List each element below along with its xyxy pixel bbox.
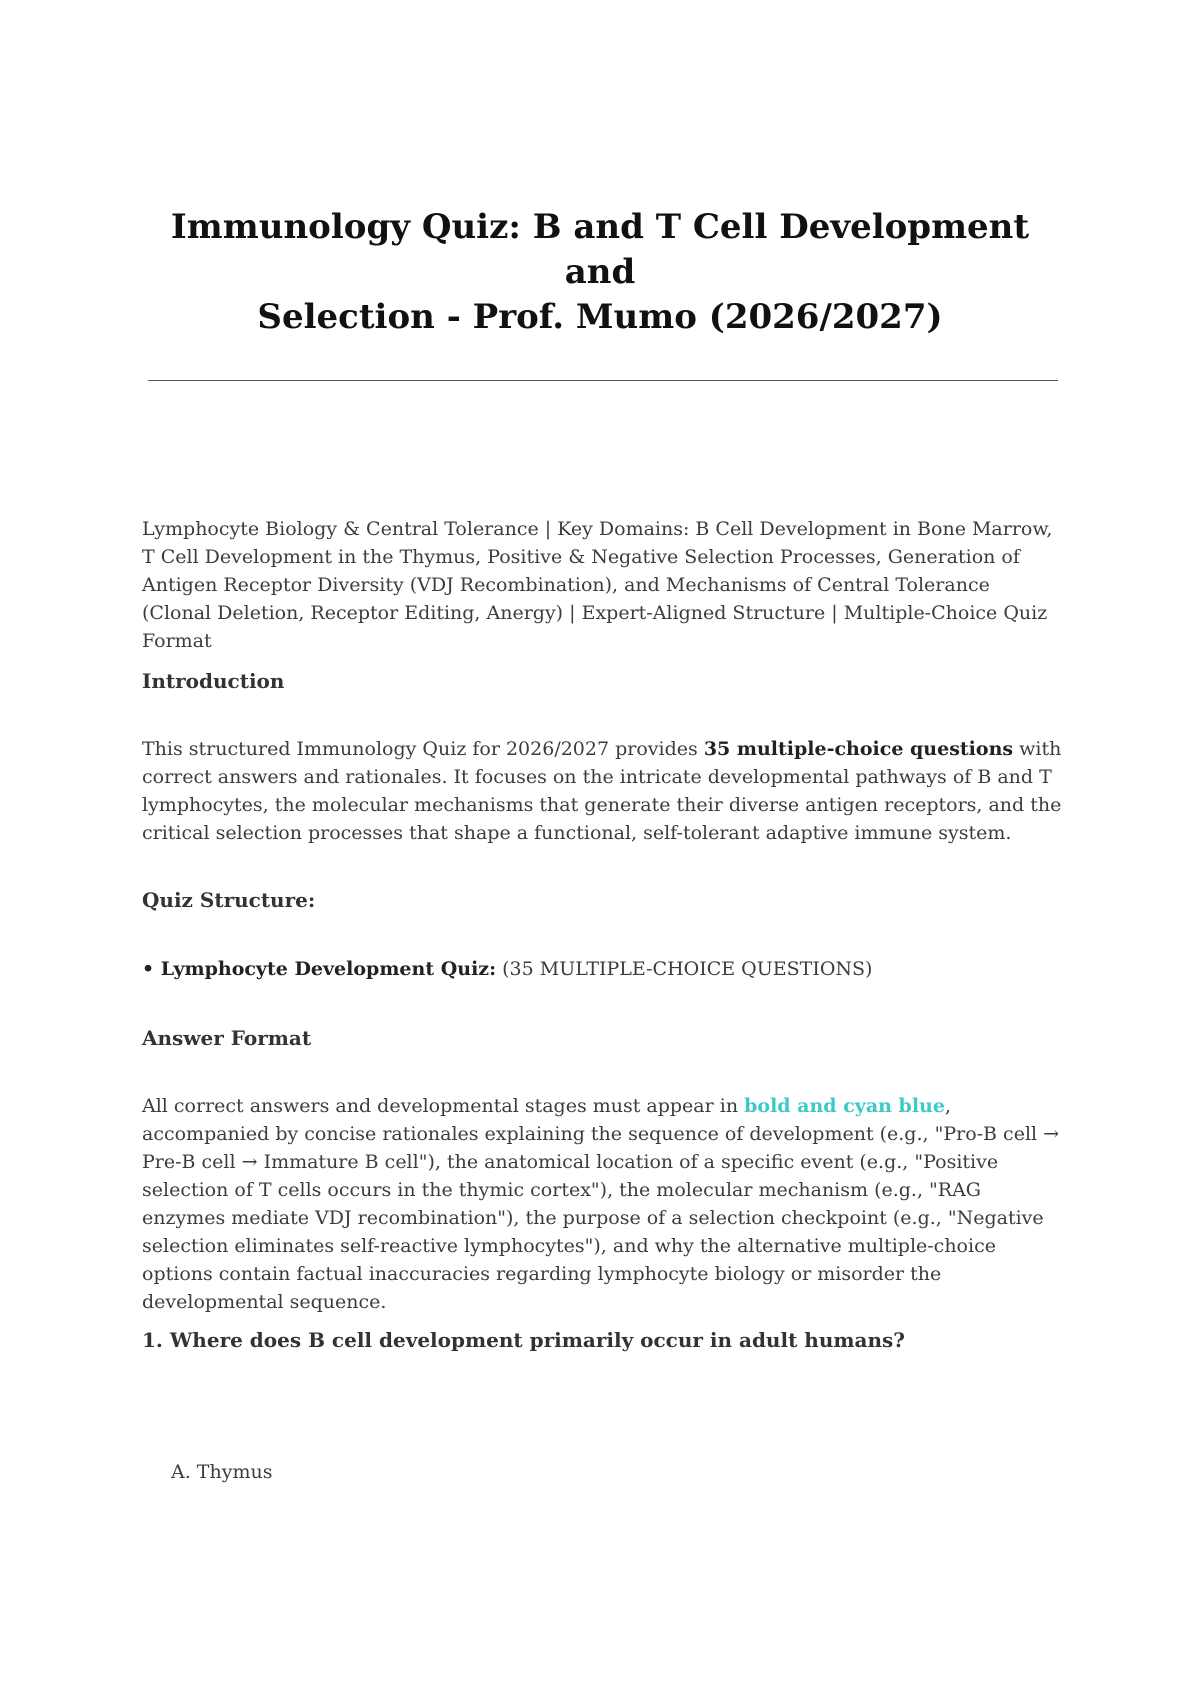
title-divider xyxy=(148,380,1058,381)
answer-format-heading: Answer Format xyxy=(142,1026,312,1050)
quiz-item-rest: (35 MULTIPLE-CHOICE QUESTIONS) xyxy=(496,958,873,980)
title-line-2: Selection - Prof. Mumo (2026/2027) xyxy=(257,297,943,337)
document-title xyxy=(150,205,1050,340)
answer-format-paragraph xyxy=(142,1092,1062,1316)
quiz-structure-item xyxy=(142,955,1062,983)
intro-text-after: with correct answers and rationales. It focuses on the intricate developmental pathways of B and T lymphocytes, the molecular mechanisms that generate their diverse antigen receptors, and the critical selection processes that shape a functional, self-tolerant adaptive immune system. xyxy=(142,738,1062,844)
answer-text-before: All correct answers and developmental stages must appear in xyxy=(142,1095,745,1117)
introduction-heading: Introduction xyxy=(142,669,285,693)
intro-text-bold: 35 multiple-choice questions xyxy=(703,738,1014,760)
intro-text-before: This structured Immunology Quiz for 2026/2027 provides xyxy=(142,738,704,760)
quiz-item-bold: Lymphocyte Development Quiz: xyxy=(160,958,497,980)
quiz-structure-heading: Quiz Structure: xyxy=(142,888,316,912)
bullet-mark: • xyxy=(142,958,161,980)
answer-text-after: , accompanied by concise rationales explaining the sequence of development (e.g., "Pro-B cell → Pre-B cell → Immature B cell"), the anatomical location of a specific event (e.g., "Positive selection of T cells occurs in the thymic cortex"), the molecular mechanism (e.g., "RAG enzymes mediate VDJ recombination"), the purpose of a selection checkpoint (e.g., "Negative selection eliminates self-reactive lymphocytes"), and why the alternative multiple-choice options contain factual inaccuracies regarding lymphocyte biology or misorder the developmental sequence. xyxy=(142,1095,1060,1313)
title-line-1: Immunology Quiz: B and T Cell Development and xyxy=(170,207,1030,292)
question-1-text: 1. Where does B cell development primarily occur in adult humans? xyxy=(142,1328,905,1352)
answer-text-highlight: bold and cyan blue xyxy=(744,1095,945,1117)
question-1-option-a: A. Thymus xyxy=(171,1461,273,1483)
introduction-paragraph xyxy=(142,735,1062,847)
subtitle-paragraph: Lymphocyte Biology & Central Tolerance | Key Domains: B Cell Development in Bone Marrow, T Cell Development in the Thymus, Positive & Negative Selection Processes, Generation of Antigen Receptor Diversity (VDJ Recombination), and Mechanisms of Central Tolerance (Clonal Deletion, Receptor Editing, Anergy) | Expert-Aligned Structure | Multiple-Choice Quiz Format xyxy=(142,518,1053,652)
